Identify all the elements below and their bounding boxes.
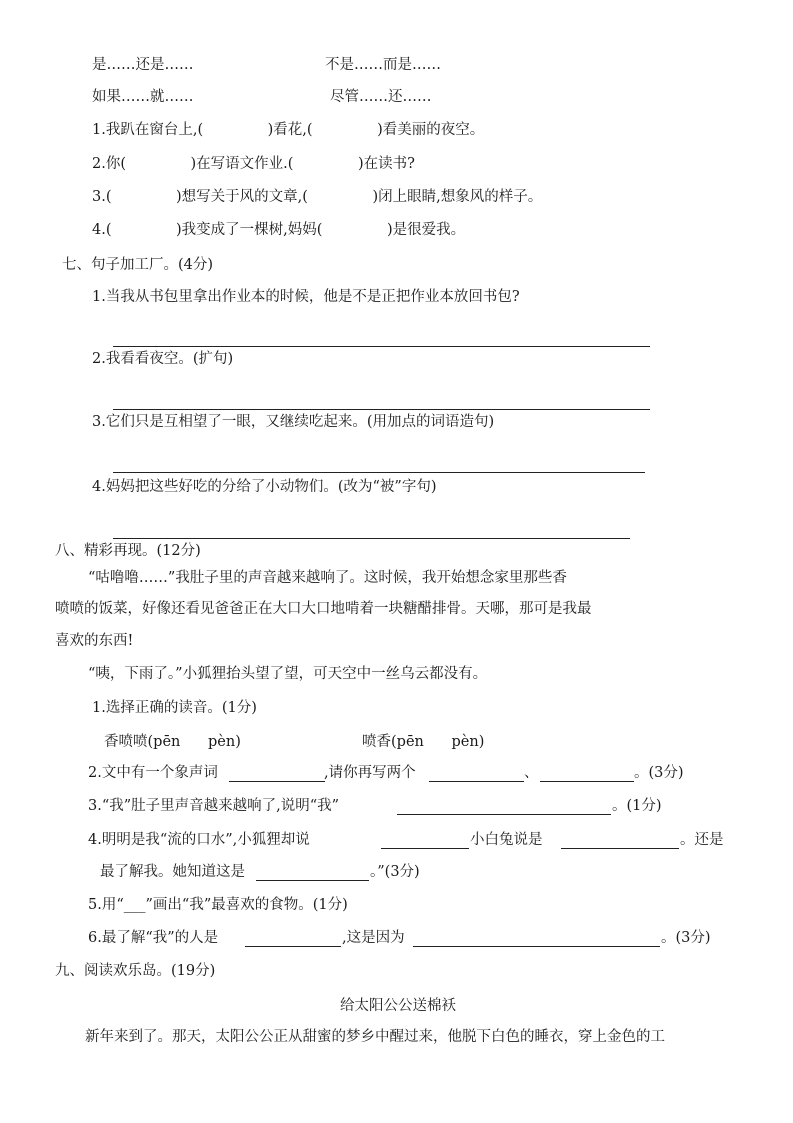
section-8-question-4: 4.明明是我“流的口水”,小狐狸却说: [88, 832, 310, 848]
question-text: ,请你再写两个: [324, 765, 416, 781]
passage-line: “咦，下雨了。”小狐狸抬头望了望，可天空中一丝乌云都没有。: [88, 666, 488, 682]
answer-blank[interactable]: [429, 781, 524, 782]
section-7-question-2: 2.我看看夜空。(扩句): [92, 351, 234, 367]
conjunction-option: 是……还是……: [92, 57, 194, 73]
question-text: 。(1分): [612, 798, 662, 814]
section-8-question-3: 3.“我”肚子里声音越来越响了,说明“我”: [88, 798, 340, 814]
section-7-question-3: 3.它们只是互相望了一眼，又继续吃起来。(用加点的词语造句): [92, 414, 495, 430]
section-8-question-6: 6.最了解“我”的人是: [88, 930, 219, 946]
answer-line[interactable]: [113, 346, 650, 347]
answer-blank[interactable]: [245, 946, 341, 947]
section-8-question-2: 2.文中有一个象声词: [88, 765, 218, 781]
fill-question-2: 2.你( )在写语文作业.( )在读书?: [92, 156, 415, 172]
answer-line[interactable]: [113, 538, 630, 539]
story-title: 给太阳公公送棉袄: [340, 998, 456, 1014]
question-text: 最了解我。她知道这是: [100, 864, 245, 880]
passage-line: 喜欢的东西!: [55, 633, 134, 649]
answer-blank[interactable]: [381, 848, 469, 849]
section-8-title: 八、精彩再现。(12分): [55, 543, 201, 559]
section-8-question-5: 5.用“___”画出“我”最喜欢的食物。(1分): [88, 897, 348, 913]
section-9-title: 九、阅读欢乐岛。(19分): [55, 963, 216, 979]
fill-question-1: 1.我趴在窗台上,( )看花,( )看美丽的夜空。: [92, 122, 485, 138]
fill-question-4: 4.( )我变成了一棵树,妈妈( )是很爱我。: [92, 222, 466, 238]
answer-blank[interactable]: [413, 946, 660, 947]
answer-blank[interactable]: [229, 781, 325, 782]
section-7-question-1: 1.当我从书包里拿出作业本的时候，他是不是正把作业本放回书包?: [92, 289, 520, 305]
conjunction-option: 如果……就……: [92, 89, 194, 105]
answer-blank[interactable]: [561, 848, 679, 849]
section-7-title: 七、句子加工厂。(4分): [62, 257, 214, 273]
question-text: 。(3分): [661, 930, 711, 946]
passage-line: “咕噜噜……”我肚子里的声音越来越响了。这时候，我开始想念家里那些香: [88, 570, 567, 586]
answer-line[interactable]: [113, 472, 645, 473]
question-text: 、: [524, 765, 539, 781]
section-7-question-4: 4.妈妈把这些好吃的分给了小动物们。(改为“被”字句): [92, 479, 437, 495]
question-text: 小白兔说是: [470, 832, 543, 848]
question-text: 。还是: [680, 832, 724, 848]
question-text: 。(3分): [634, 765, 684, 781]
answer-line[interactable]: [113, 409, 650, 410]
answer-blank[interactable]: [256, 880, 369, 881]
conjunction-option: 不是……而是……: [325, 57, 441, 73]
passage-line: 新年来到了。那天，太阳公公正从甜蜜的梦乡中醒过来，他脱下白色的睡衣，穿上金色的工: [85, 1029, 665, 1045]
pronunciation-choice: 喷香(pēn pèn): [362, 734, 485, 750]
answer-blank[interactable]: [540, 781, 634, 782]
conjunction-option: 尽管……还……: [330, 89, 432, 105]
pronunciation-choice: 香喷喷(pēn pèn): [104, 734, 241, 750]
section-8-question-1: 1.选择正确的读音。(1分): [92, 700, 257, 716]
fill-question-3: 3.( )想写关于风的文章,( )闭上眼睛,想象风的样子。: [92, 189, 543, 205]
passage-line: 喷喷的饭菜，好像还看见爸爸正在大口大口地啃着一块糖醋排骨。天哪，那可是我最: [55, 601, 592, 617]
question-text: 。”(3分): [370, 864, 420, 880]
question-text: ,这是因为: [342, 930, 405, 946]
answer-blank[interactable]: [397, 814, 611, 815]
